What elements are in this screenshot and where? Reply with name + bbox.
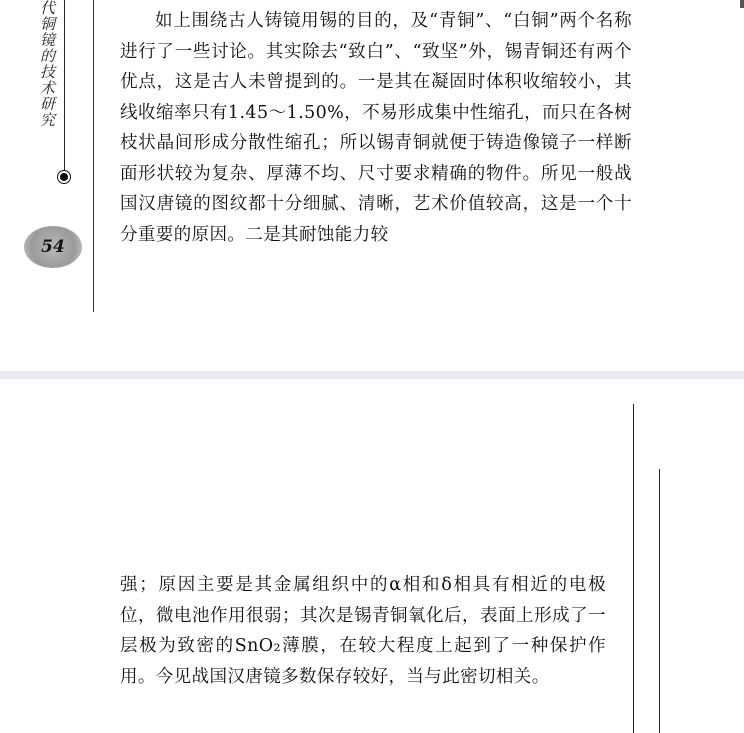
margin-rule-right (633, 404, 634, 733)
page-number: 54 (41, 237, 65, 257)
bottom-page (0, 379, 744, 733)
page-number-badge (24, 226, 82, 268)
margin-rule-right-outer (659, 469, 660, 733)
page-gap (0, 371, 744, 379)
running-title: 代铜镜的技术研究 (38, 0, 56, 128)
bullet-marker-icon (57, 170, 71, 184)
edge-mark (740, 0, 744, 8)
margin-rule (64, 0, 65, 178)
paragraph: 如上围绕古人铸镜用锡的目的，及“青铜”、“白铜”两个名称进行了一些讨论。其实除去“致白”、“致坚”外，锡青铜还有两个优点，这是古人未曾提到的。一是其在凝固时体积收缩较小，其线收缩率只有1.45～1.50%，不易形成集中性缩孔，而只在各树枝状晶间形成分散性缩孔；所以锡青铜就便于铸造像镜子一样断面形状较为复杂、厚薄不均、尺寸要求精确的物件。所见一般战国汉唐镜的图纹都十分细腻、清晰，艺术价值较高，这是一个十分重要的原因。二是其耐蚀能力较 (120, 11, 632, 245)
margin-rule-inner (93, 0, 94, 312)
body-text (120, 570, 606, 692)
paragraph: 强；原因主要是其金属组织中的α相和δ相具有相近的电极位，微电池作用很弱；其次是锡青铜氧化后，表面上形成了一层极为致密的SnO₂薄膜，在较大程度上起到了一种保护作用。今见战国汉唐镜多数保存较好，当与此密切相关。 (120, 575, 606, 687)
body-text (120, 6, 632, 250)
